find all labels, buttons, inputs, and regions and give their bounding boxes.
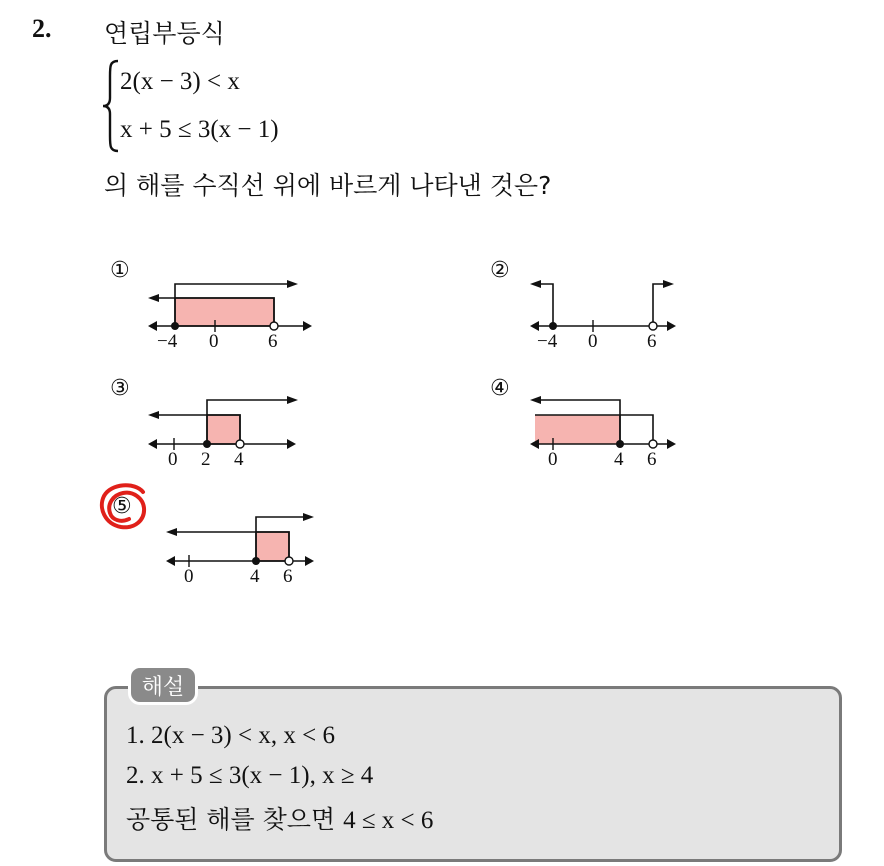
solution-tab: 해설 (128, 665, 198, 705)
choice-5-mark[interactable]: ⑤ (112, 494, 132, 519)
choice-3-number-line (145, 390, 315, 450)
choice-4-mark[interactable]: ④ (490, 376, 510, 401)
tick-label: 2 (201, 449, 211, 470)
choice-2-mark[interactable]: ② (490, 258, 510, 283)
tick-label: 6 (647, 331, 657, 352)
closed-point (203, 440, 211, 448)
tick-label: 4 (250, 566, 260, 587)
choice-1-mark[interactable]: ① (110, 258, 130, 283)
shaded-region (535, 415, 620, 444)
question-title: 연립부등식 (104, 19, 225, 48)
tick-label: 0 (168, 449, 178, 470)
ray-right (653, 284, 669, 326)
choice-1-number-line (145, 272, 315, 332)
system-brace (100, 58, 122, 154)
choice-4-number-line (527, 390, 687, 450)
open-point (270, 322, 278, 330)
solution-line-1: 1. 2(x − 3) < x, x < 6 (126, 722, 335, 749)
solution-line-2: 2. x + 5 ≤ 3(x − 1), x ≥ 4 (126, 762, 374, 789)
choice-3-mark[interactable]: ③ (110, 376, 130, 401)
shaded-region (175, 298, 274, 326)
solution-line-3-text: 공통된 해를 찾으면 (126, 805, 336, 834)
open-point (649, 440, 657, 448)
closed-point (549, 322, 557, 330)
open-point (649, 322, 657, 330)
tick-label: 4 (614, 449, 624, 470)
tick-label: −4 (157, 331, 178, 352)
tick-label: 6 (268, 331, 278, 352)
shaded-region (207, 415, 240, 444)
tick-label: 0 (548, 449, 558, 470)
inequality-1: 2(x − 3) < x (120, 68, 240, 95)
shaded-region (256, 532, 289, 561)
open-point (236, 440, 244, 448)
tick-label: 0 (209, 331, 219, 352)
tick-label: 6 (283, 566, 293, 587)
closed-point (616, 440, 624, 448)
closed-point (171, 322, 179, 330)
tick-label: −4 (537, 331, 558, 352)
tick-label: 6 (647, 449, 657, 470)
open-point (285, 557, 293, 565)
question-prompt: 의 해를 수직선 위에 바르게 나타낸 것은? (104, 171, 552, 200)
closed-point (252, 557, 260, 565)
choice-5-number-line (163, 507, 333, 567)
choice-2-number-line (527, 272, 687, 332)
tick-label: 0 (588, 331, 598, 352)
solution-line-3 (126, 800, 433, 836)
question-number: 2. (32, 14, 52, 43)
inequality-2: x + 5 ≤ 3(x − 1) (120, 116, 279, 143)
solution-line-3-math: 4 ≤ x < 6 (343, 807, 434, 834)
tick-label: 0 (184, 566, 194, 587)
ray-left (535, 284, 553, 326)
tick-label: 4 (234, 449, 244, 470)
